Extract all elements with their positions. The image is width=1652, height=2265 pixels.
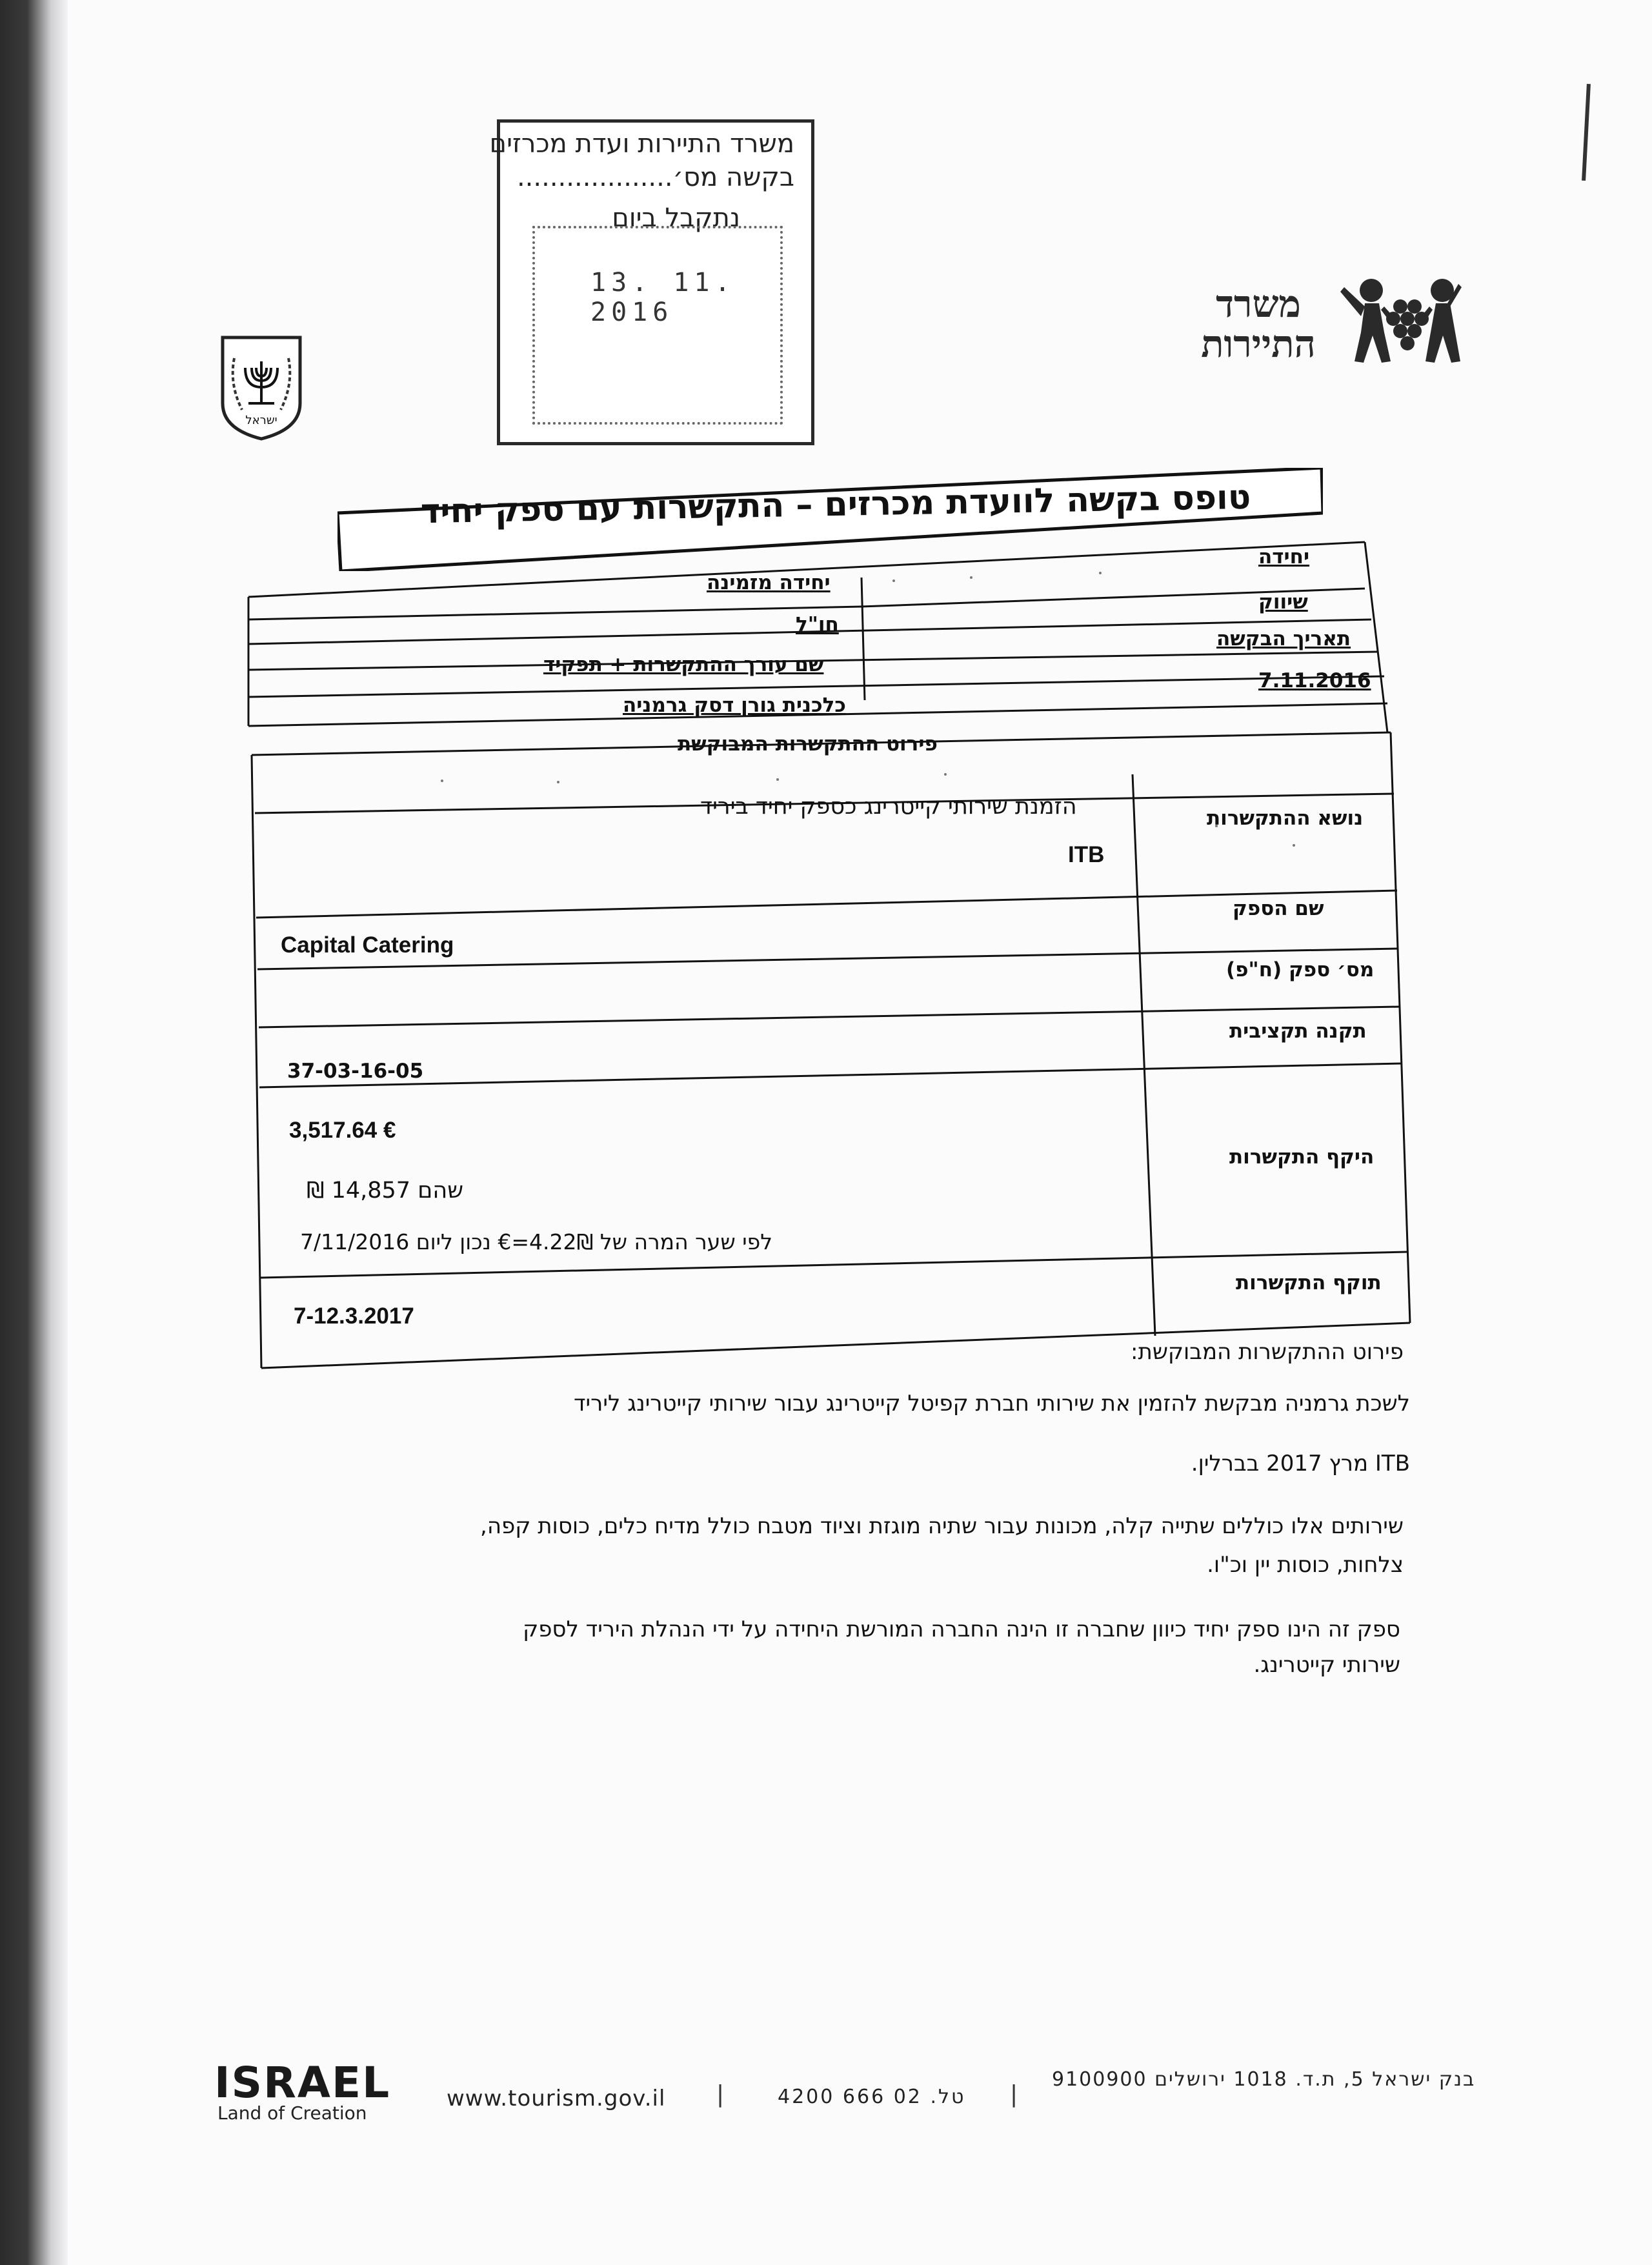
footer-phone: טל. 02 666 4200: [778, 2086, 966, 2108]
stamp-date: 13. 11. 2016: [590, 268, 736, 327]
period-label: תוקף התקשרות: [1236, 1271, 1382, 1294]
ordering-unit-value: חו"ל: [796, 613, 839, 636]
budget-value: 37-03-16-05: [287, 1060, 424, 1083]
subject-value: הזמנת שירותי קייטרינג כספק יחיד ביריד: [700, 794, 1077, 820]
subject-value-itb: ITB: [1068, 842, 1105, 867]
scope-ils: שהם 14,857 ₪: [307, 1178, 464, 1203]
scope-rate: לפי שער המרה של 4.22₪=€ נכון ליום 7/11/2016: [300, 1229, 773, 1254]
body-paragraph-2-line-2: צלחות, כוסות יין וכ"ו.: [1207, 1552, 1404, 1578]
israel-logo-text: ISRAEL: [214, 2058, 391, 2108]
ordering-unit-label: יחידה מזמינה: [707, 571, 831, 594]
emblem-caption: ישראל: [245, 414, 277, 427]
request-date-label: תאריך הבקשה: [1216, 627, 1351, 650]
details-header: פירוט ההתקשרות המבוקשת: [678, 732, 938, 756]
subject-label: נושא ההתקשרות: [1207, 807, 1364, 830]
scanner-edge-shadow: [0, 0, 68, 2265]
contact-value: כלכנית גורן דסק גרמניה: [623, 694, 846, 717]
unit-label: יחידה: [1258, 545, 1310, 569]
ministry-name-line-1: משרד: [1216, 282, 1301, 326]
stamp-line-3: נתקבל ביום: [612, 203, 740, 233]
body-paragraph-2-line-1: שירותים אלו כוללים שתייה קלה, מכונות עבור שתיה מוגזת וציוד מטבח כולל מדיח כלים, כוסות קפה,: [480, 1513, 1404, 1539]
body-paragraph-3-line-2: שירותי קייטרינג.: [1253, 1652, 1400, 1678]
supplier-label: שם הספק: [1233, 897, 1324, 920]
received-stamp: [489, 119, 814, 445]
body-heading: פירוט ההתקשרות המבוקשת:: [1131, 1339, 1404, 1365]
supplier-id-label: מס׳ ספק (ח"פ): [1226, 958, 1375, 982]
supplier-value: Capital Catering: [281, 932, 454, 958]
footer-separator-2: |: [1010, 2081, 1018, 2108]
israel-logo-tagline: Land of Creation: [217, 2102, 367, 2124]
stamp-line-1: משרד התיירות ועדת מכרזים: [489, 129, 794, 159]
scope-label: היקף התקשרות: [1229, 1145, 1375, 1169]
body-paragraph-1-line-2: ITB מרץ 2017 בברלין.: [1191, 1451, 1410, 1476]
period-value: 7-12.3.2017: [294, 1304, 414, 1329]
form-title: טופס בקשה לוועדת מכרזים – התקשרות עם ספק יחיד: [420, 478, 1251, 532]
body-paragraph-3-line-1: ספק זה הינו ספק יחיד כיוון שחברה זו הינה החברה המורשת היחידה על ידי הנהלת היריד לספק: [523, 1616, 1400, 1642]
footer-website: www.tourism.gov.il: [447, 2086, 666, 2111]
ministry-name-line-2: התיירות: [1201, 322, 1316, 366]
stamp-line-2: בקשה מס׳...................: [516, 163, 794, 192]
footer-separator-1: |: [716, 2081, 725, 2108]
body-paragraph-1-line-1: לשכת גרמניה מבקשת להזמין את שירותי חברת קפיטל קייטרינג עבור שירותי קייטרינג ליריד: [573, 1391, 1410, 1416]
ministry-figures-icon: [1171, 271, 1462, 381]
contact-label: שם עורך ההתקשרות + תפקיד: [543, 653, 824, 676]
request-date-value: 7.11.2016: [1258, 669, 1371, 692]
footer-address: בנק ישראל 5, ת.ד. 1018 ירושלים 9100900: [1052, 2068, 1476, 2091]
unit-value: שיווק: [1258, 590, 1308, 614]
scope-eur: 3,517.64 €: [289, 1118, 396, 1143]
state-emblem-icon: [216, 332, 307, 442]
budget-label: תקנה תקציבית: [1229, 1020, 1367, 1043]
